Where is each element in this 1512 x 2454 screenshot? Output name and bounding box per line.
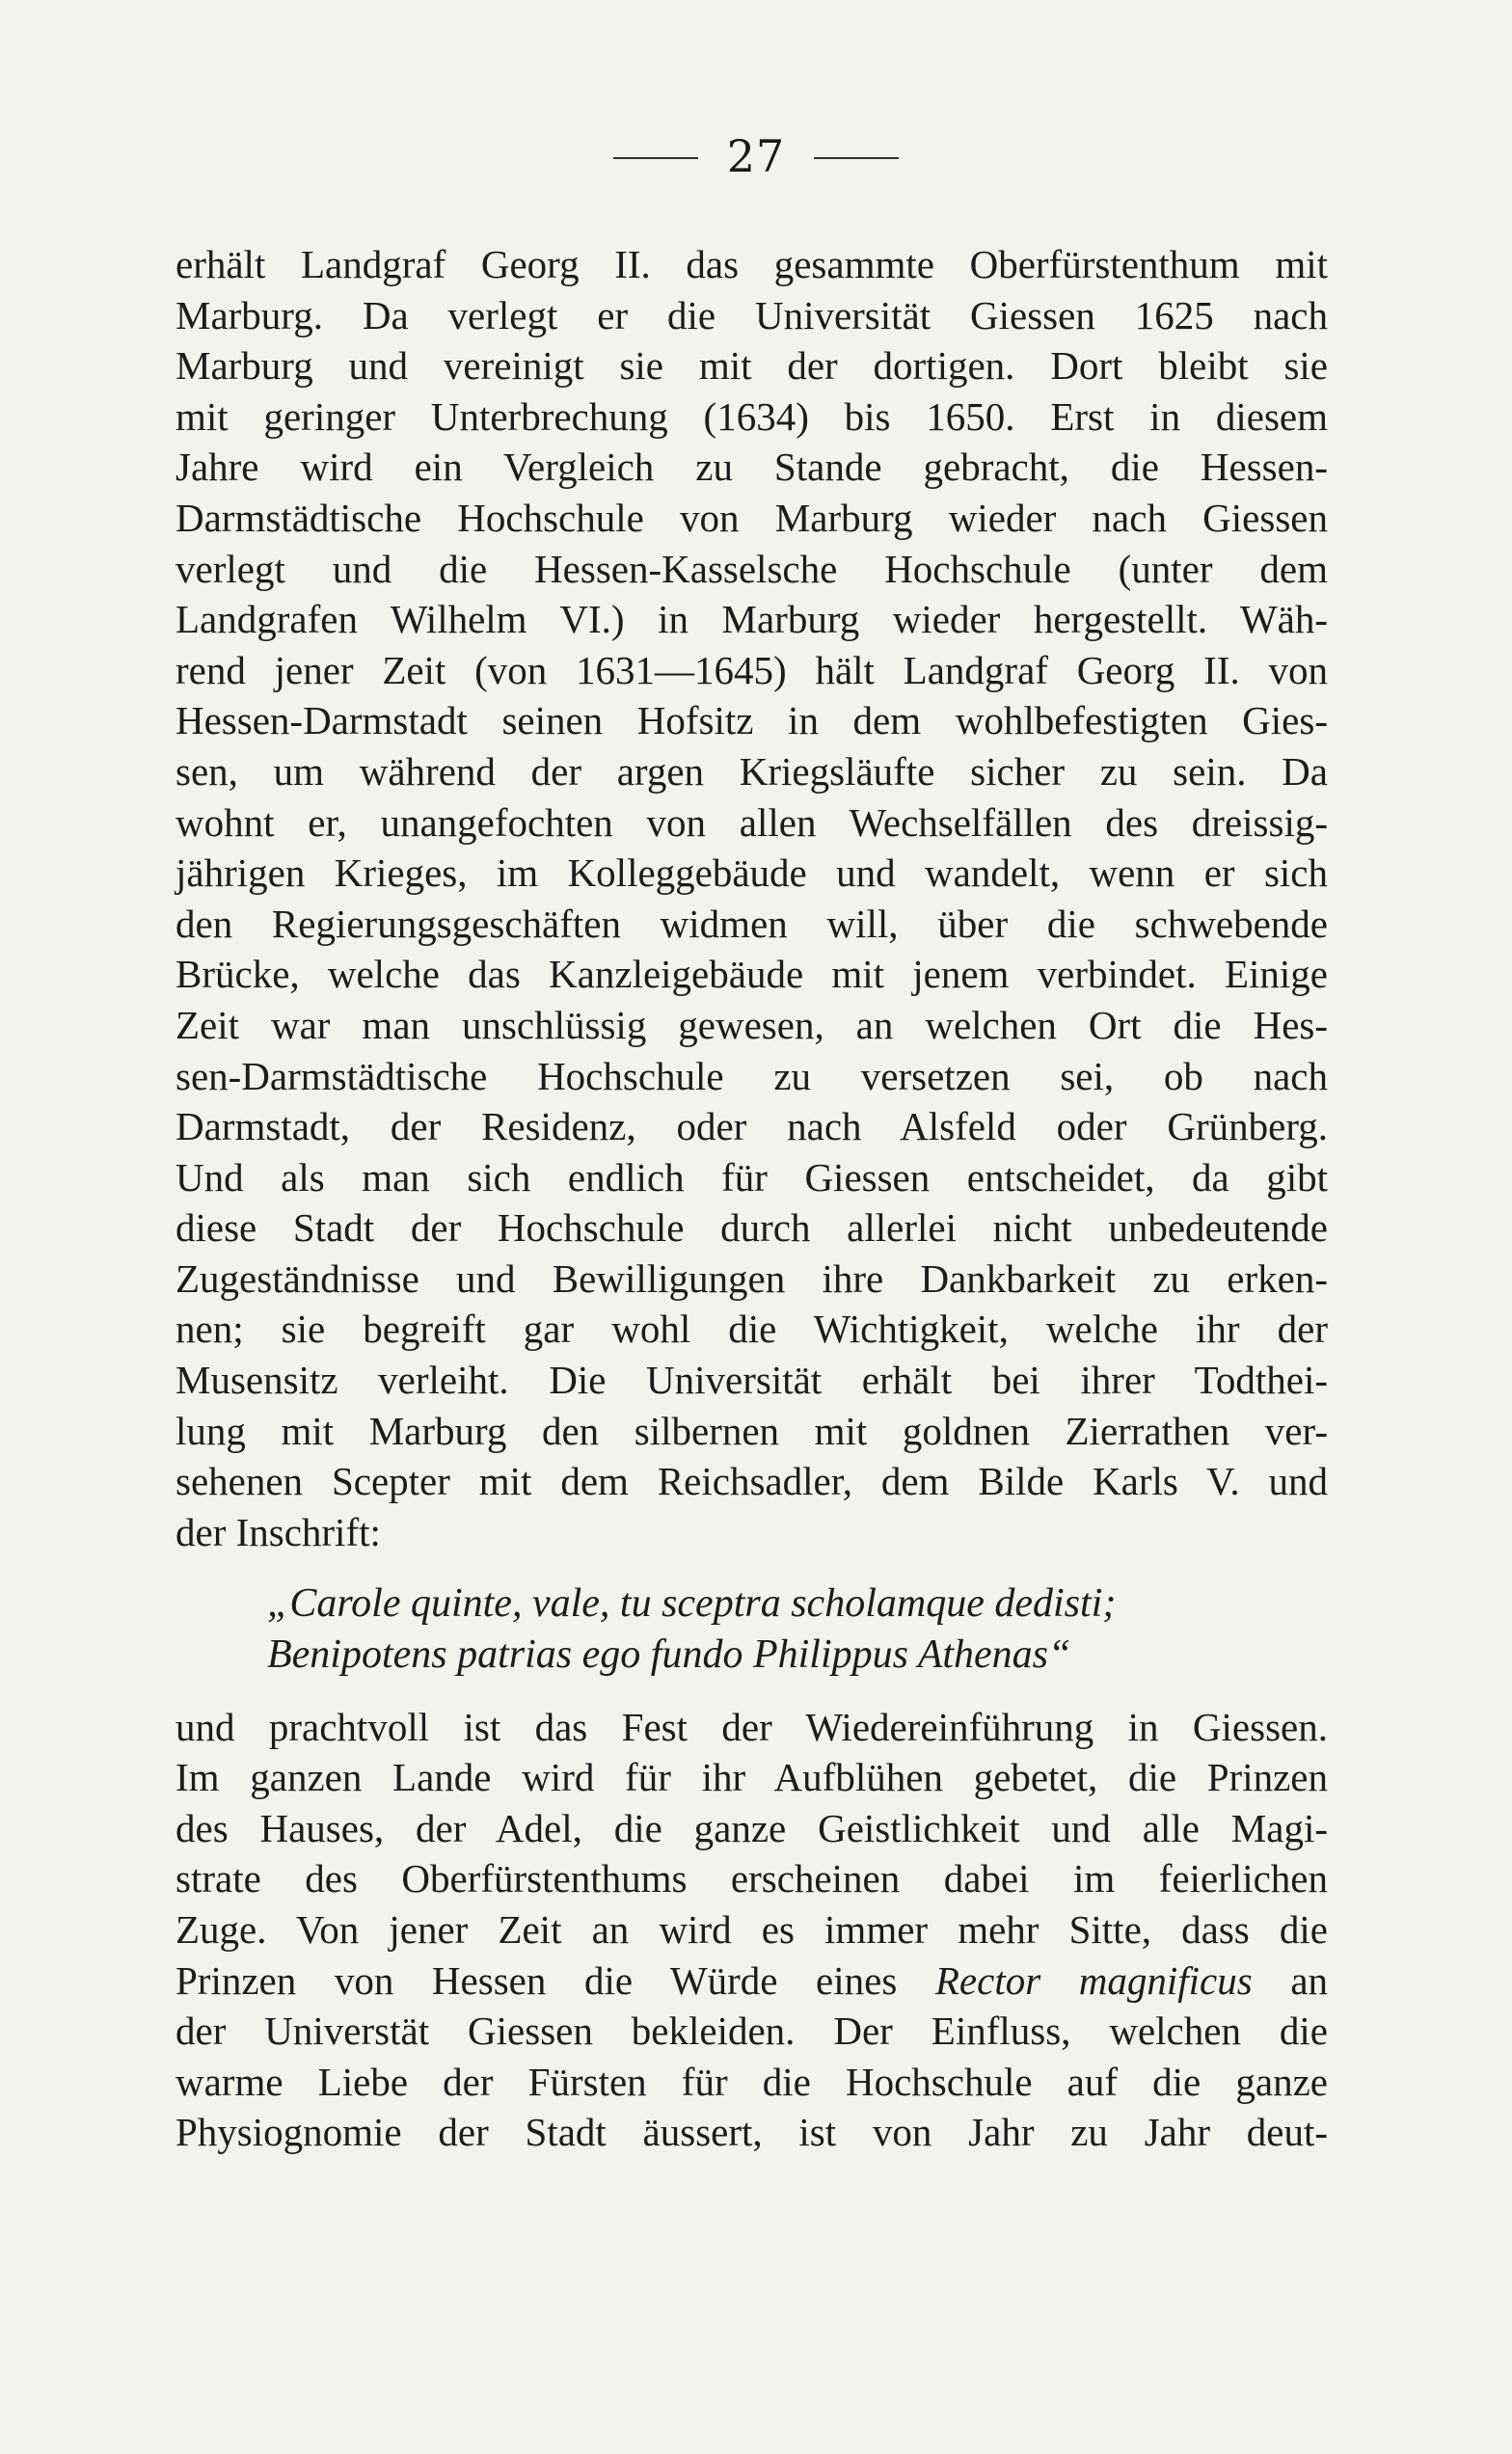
text-line: Marburg und vereinigt sie mit der dortigen. Dort bleibt sie bbox=[176, 343, 1328, 389]
latin-quote-line-1: „Carole quinte, vale, tu sceptra scholamque dedisti; bbox=[267, 1581, 1117, 1627]
text-line: Brücke, welche das Kanzleigebäude mit jenem verbindet. Einige bbox=[176, 952, 1328, 997]
text-line: der Universtät Giessen bekleiden. Der Einfluss, welchen die bbox=[176, 2009, 1328, 2054]
text-line: Zuge. Von jener Zeit an wird es immer mehr Sitte, dass die bbox=[176, 1907, 1328, 1952]
text-line: Darmstadt, der Residenz, oder nach Alsfeld oder Grünberg. bbox=[176, 1104, 1328, 1149]
text-line: Physiognomie der Stadt äussert, ist von Jahr zu Jahr deut- bbox=[176, 2110, 1328, 2155]
text-line: rend jener Zeit (von 1631—1645) hält Landgraf Georg II. von bbox=[176, 647, 1328, 692]
text-line: Zugeständnisse und Bewilligungen ihre Dankbarkeit zu erken- bbox=[176, 1255, 1328, 1301]
text-line: warme Liebe der Fürsten für die Hochschule auf die ganze bbox=[176, 2059, 1328, 2104]
text-line: sen-Darmstädtische Hochschule zu versetzen sei, ob nach bbox=[176, 1053, 1328, 1098]
text-line: sen, um während der argen Kriegsläufte sicher zu sein. Da bbox=[176, 748, 1328, 794]
text-line: Landgrafen Wilhelm VI.) in Marburg wieder hergestellt. Wäh- bbox=[176, 597, 1328, 642]
text-line: Hessen-Darmstadt seinen Hofsitz in dem wohlbefestigten Gies- bbox=[176, 698, 1328, 743]
page-number-header bbox=[0, 130, 1512, 182]
text-line: strate des Oberfürstenthums erscheinen dabei im feierlichen bbox=[176, 1856, 1328, 1901]
text-line: Musensitz verleiht. Die Universität erhält bei ihrer Todthei- bbox=[176, 1358, 1328, 1403]
text-line: jährigen Krieges, im Kolleggebäude und wandelt, wenn er sich bbox=[176, 850, 1328, 896]
latin-quote-line-2: Benipotens patrias ego fundo Philippus Athenas“ bbox=[267, 1632, 1071, 1678]
text-line: lung mit Marburg den silbernen mit goldnen Zierrathen ver- bbox=[176, 1408, 1328, 1453]
text-line: Im ganzen Lande wird für ihr Aufblühen gebetet, die Prinzen bbox=[176, 1755, 1328, 1800]
text-line: diese Stadt der Hochschule durch allerlei nicht unbedeutende bbox=[176, 1205, 1328, 1251]
text-line: Und als man sich endlich für Giessen entscheidet, da gibt bbox=[176, 1154, 1328, 1200]
text-line: der Inschrift: bbox=[176, 1509, 381, 1554]
text-line: verlegt und die Hessen-Kasselsche Hochschule (unter dem bbox=[176, 546, 1328, 591]
body-text bbox=[176, 239, 1328, 2158]
text-line: den Regierungsgeschäften widmen will, über die schwebende bbox=[176, 901, 1328, 946]
text-line: des Hauses, der Adel, die ganze Geistlichkeit und alle Magi- bbox=[176, 1805, 1328, 1850]
text-line: Zeit war man unschlüssig gewesen, an welchen Ort die Hes- bbox=[176, 1002, 1328, 1047]
text-line: Jahre wird ein Vergleich zu Stande gebracht, die Hessen- bbox=[176, 445, 1328, 490]
text-line: sehenen Scepter mit dem Reichsadler, dem Bilde Karls V. und bbox=[176, 1459, 1328, 1504]
text-line: nen; sie begreift gar wohl die Wichtigkeit, welche ihr der bbox=[176, 1307, 1328, 1352]
text-line-rector bbox=[176, 1955, 1328, 2007]
text-line: mit geringer Unterbrechung (1634) bis 1650. Erst in diesem bbox=[176, 393, 1328, 439]
text-line: erhält Landgraf Georg II. das gesammte Oberfürstenthum mit bbox=[176, 242, 1328, 286]
text-line: Marburg. Da verlegt er die Universität Giessen 1625 nach bbox=[176, 292, 1328, 337]
page-number: 27 bbox=[726, 130, 786, 182]
rector-title: Rector magnificus bbox=[934, 1957, 1253, 2003]
left-rule bbox=[613, 157, 698, 159]
text-line: wohnt er, unangefochten von allen Wechselfällen des dreissig- bbox=[176, 799, 1328, 845]
rector-before: Prinzen von Hessen die Würde eines bbox=[176, 1957, 898, 2003]
rector-after: an bbox=[1290, 1957, 1329, 2003]
text-line: Darmstädtische Hochschule von Marburg wieder nach Giessen bbox=[176, 495, 1328, 540]
text-line: und prachtvoll ist das Fest der Wiedereinführung in Giessen. bbox=[176, 1704, 1328, 1749]
right-rule bbox=[814, 157, 899, 159]
